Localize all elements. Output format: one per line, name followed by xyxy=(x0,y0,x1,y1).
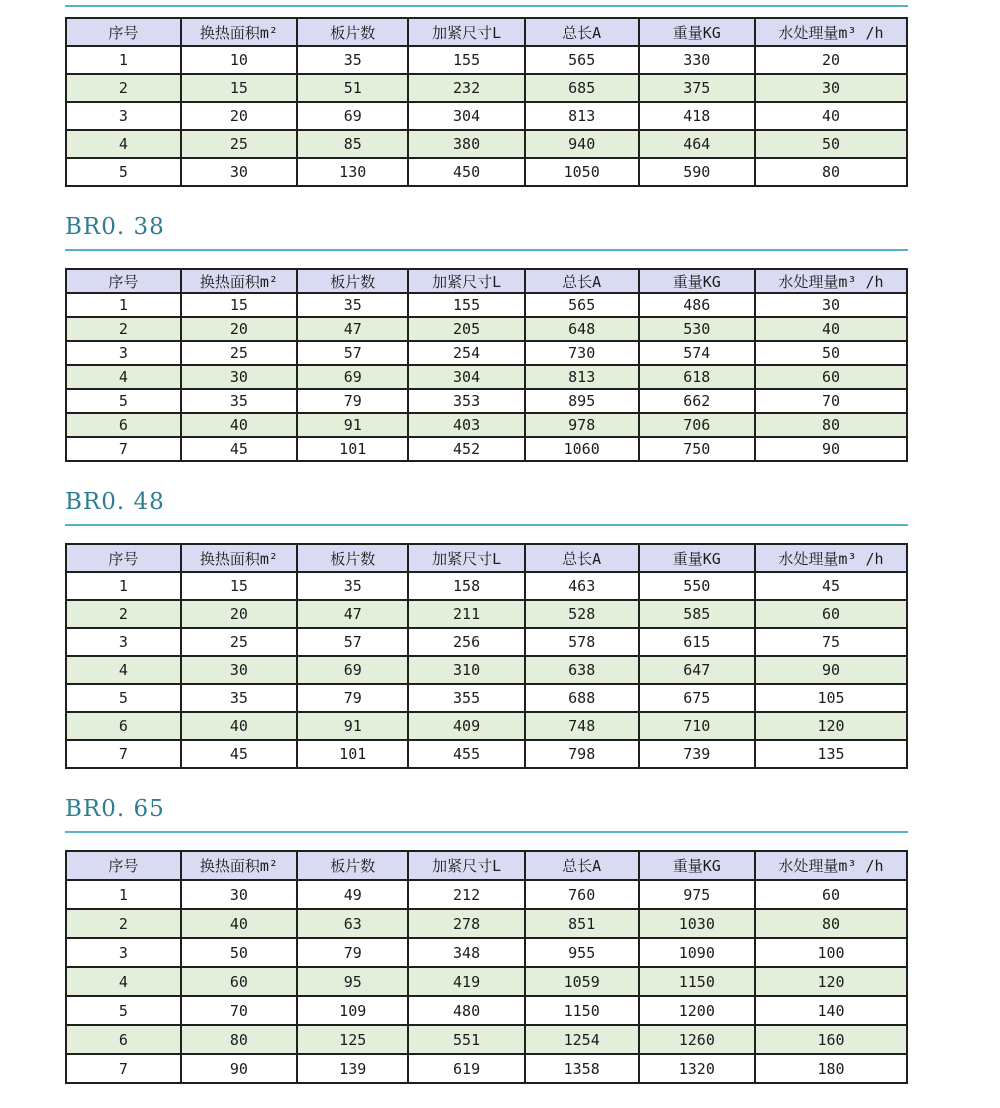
table-row xyxy=(66,909,907,938)
column-header: 板片数 xyxy=(297,851,408,880)
table-cell: 25 xyxy=(181,628,297,656)
table-cell: 618 xyxy=(639,365,755,389)
table-row xyxy=(66,389,907,413)
table-cell: 125 xyxy=(297,1025,408,1054)
table-cell: 60 xyxy=(181,967,297,996)
column-header: 重量KG xyxy=(639,269,755,293)
table-cell: 140 xyxy=(755,996,907,1025)
column-header: 板片数 xyxy=(297,269,408,293)
table-cell: 619 xyxy=(408,1054,524,1083)
table-cell: 40 xyxy=(181,909,297,938)
table-cell: 256 xyxy=(408,628,524,656)
table-cell: 105 xyxy=(755,684,907,712)
column-header: 板片数 xyxy=(297,544,408,572)
table-cell: 355 xyxy=(408,684,524,712)
table-cell: 380 xyxy=(408,130,524,158)
table-cell: 45 xyxy=(181,740,297,768)
table-cell: 675 xyxy=(639,684,755,712)
table-cell: 486 xyxy=(639,293,755,317)
table-cell: 450 xyxy=(408,158,524,186)
table-cell: 1030 xyxy=(639,909,755,938)
table-cell: 750 xyxy=(639,437,755,461)
table-cell: 85 xyxy=(297,130,408,158)
table-cell: 813 xyxy=(525,365,639,389)
table-row xyxy=(66,46,907,74)
section-title-br0-48: BR0. 48 xyxy=(65,489,165,515)
table-cell: 403 xyxy=(408,413,524,437)
table-cell: 30 xyxy=(181,656,297,684)
table-cell: 158 xyxy=(408,572,524,600)
table-cell: 45 xyxy=(181,437,297,461)
table-cell: 975 xyxy=(639,880,755,909)
table-row xyxy=(66,880,907,909)
table-cell: 160 xyxy=(755,1025,907,1054)
table-cell: 51 xyxy=(297,74,408,102)
table-cell: 45 xyxy=(755,572,907,600)
table-cell: 20 xyxy=(181,317,297,341)
table-row xyxy=(66,996,907,1025)
table-cell: 1 xyxy=(66,293,181,317)
table-cell: 70 xyxy=(181,996,297,1025)
table-cell: 20 xyxy=(181,600,297,628)
table-cell: 550 xyxy=(639,572,755,600)
table-cell: 7 xyxy=(66,437,181,461)
page-top-rule xyxy=(65,5,908,7)
table-cell: 70 xyxy=(755,389,907,413)
table-cell: 35 xyxy=(181,684,297,712)
table-cell: 551 xyxy=(408,1025,524,1054)
table-cell: 35 xyxy=(297,46,408,74)
table-cell: 50 xyxy=(755,130,907,158)
table-cell: 254 xyxy=(408,341,524,365)
table-cell: 57 xyxy=(297,341,408,365)
table-cell: 1059 xyxy=(525,967,639,996)
table-cell: 80 xyxy=(181,1025,297,1054)
column-header: 重量KG xyxy=(639,544,755,572)
table-row xyxy=(66,967,907,996)
table-cell: 647 xyxy=(639,656,755,684)
table-cell: 40 xyxy=(181,712,297,740)
table-row xyxy=(66,130,907,158)
table-cell: 590 xyxy=(639,158,755,186)
table-cell: 310 xyxy=(408,656,524,684)
table-cell: 47 xyxy=(297,600,408,628)
table-row xyxy=(66,74,907,102)
table-cell: 15 xyxy=(181,74,297,102)
column-header: 换热面积m² xyxy=(181,544,297,572)
column-header: 加紧尺寸L xyxy=(408,851,524,880)
table-row xyxy=(66,628,907,656)
table-cell: 30 xyxy=(181,158,297,186)
table-cell: 1150 xyxy=(525,996,639,1025)
table-cell: 1320 xyxy=(639,1054,755,1083)
table-cell: 4 xyxy=(66,656,181,684)
table-cell: 2 xyxy=(66,909,181,938)
table-cell: 1 xyxy=(66,880,181,909)
table-cell: 955 xyxy=(525,938,639,967)
table-cell: 35 xyxy=(181,389,297,413)
table-cell: 15 xyxy=(181,293,297,317)
table-row xyxy=(66,600,907,628)
table-row xyxy=(66,293,907,317)
column-header: 换热面积m² xyxy=(181,18,297,46)
table-cell: 10 xyxy=(181,46,297,74)
column-header: 水处理量m³ /h xyxy=(755,18,907,46)
table-cell: 79 xyxy=(297,684,408,712)
table-cell: 30 xyxy=(755,293,907,317)
page-content xyxy=(65,5,908,1084)
column-header: 总长A xyxy=(525,851,639,880)
table-cell: 739 xyxy=(639,740,755,768)
header-row xyxy=(66,18,907,46)
section-table-top xyxy=(65,17,908,187)
table-cell: 232 xyxy=(408,74,524,102)
table-cell: 748 xyxy=(525,712,639,740)
table-cell: 418 xyxy=(639,102,755,130)
column-header: 重量KG xyxy=(639,18,755,46)
table-cell: 101 xyxy=(297,437,408,461)
table-cell: 5 xyxy=(66,996,181,1025)
column-header: 总长A xyxy=(525,269,639,293)
column-header: 重量KG xyxy=(639,851,755,880)
table-cell: 530 xyxy=(639,317,755,341)
table-cell: 565 xyxy=(525,293,639,317)
column-header: 序号 xyxy=(66,18,181,46)
table-cell: 25 xyxy=(181,341,297,365)
table-cell: 1254 xyxy=(525,1025,639,1054)
section-rule xyxy=(65,524,908,526)
table-cell: 130 xyxy=(297,158,408,186)
column-header: 换热面积m² xyxy=(181,269,297,293)
table-cell: 180 xyxy=(755,1054,907,1083)
column-header: 序号 xyxy=(66,544,181,572)
table-cell: 63 xyxy=(297,909,408,938)
header-row xyxy=(66,269,907,293)
table-cell: 648 xyxy=(525,317,639,341)
table-cell: 90 xyxy=(181,1054,297,1083)
table-cell: 205 xyxy=(408,317,524,341)
table-cell: 95 xyxy=(297,967,408,996)
table-cell: 464 xyxy=(639,130,755,158)
table-cell: 50 xyxy=(755,341,907,365)
table-cell: 638 xyxy=(525,656,639,684)
table-row xyxy=(66,740,907,768)
table-cell: 7 xyxy=(66,1054,181,1083)
table-cell: 120 xyxy=(755,712,907,740)
table-cell: 565 xyxy=(525,46,639,74)
table-cell: 978 xyxy=(525,413,639,437)
header-row xyxy=(66,851,907,880)
table-cell: 1 xyxy=(66,46,181,74)
table-cell: 7 xyxy=(66,740,181,768)
table-cell: 895 xyxy=(525,389,639,413)
table-cell: 330 xyxy=(639,46,755,74)
table-cell: 30 xyxy=(181,365,297,389)
table-row xyxy=(66,712,907,740)
table-cell: 3 xyxy=(66,341,181,365)
table-cell: 3 xyxy=(66,628,181,656)
table-cell: 40 xyxy=(755,102,907,130)
table-cell: 6 xyxy=(66,1025,181,1054)
table-cell: 25 xyxy=(181,130,297,158)
table-cell: 35 xyxy=(297,293,408,317)
table-cell: 419 xyxy=(408,967,524,996)
table-cell: 1 xyxy=(66,572,181,600)
table-cell: 155 xyxy=(408,46,524,74)
table-cell: 463 xyxy=(525,572,639,600)
table-row xyxy=(66,656,907,684)
column-header: 换热面积m² xyxy=(181,851,297,880)
header-row xyxy=(66,544,907,572)
spec-table-br0-48 xyxy=(65,543,908,769)
table-row xyxy=(66,413,907,437)
column-header: 水处理量m³ /h xyxy=(755,851,907,880)
table-cell: 710 xyxy=(639,712,755,740)
table-cell: 50 xyxy=(181,938,297,967)
table-cell: 30 xyxy=(181,880,297,909)
table-cell: 304 xyxy=(408,102,524,130)
table-row xyxy=(66,684,907,712)
table-cell: 80 xyxy=(755,413,907,437)
column-header: 水处理量m³ /h xyxy=(755,544,907,572)
table-cell: 798 xyxy=(525,740,639,768)
table-cell: 685 xyxy=(525,74,639,102)
table-cell: 40 xyxy=(755,317,907,341)
table-cell: 353 xyxy=(408,389,524,413)
section-br0-48 xyxy=(65,490,908,769)
section-title-br0-65: BR0. 65 xyxy=(65,796,165,822)
table-cell: 135 xyxy=(755,740,907,768)
table-cell: 304 xyxy=(408,365,524,389)
table-cell: 100 xyxy=(755,938,907,967)
table-cell: 585 xyxy=(639,600,755,628)
table-cell: 35 xyxy=(297,572,408,600)
table-cell: 30 xyxy=(755,74,907,102)
table-cell: 4 xyxy=(66,365,181,389)
table-cell: 211 xyxy=(408,600,524,628)
column-header: 总长A xyxy=(525,544,639,572)
table-cell: 813 xyxy=(525,102,639,130)
table-cell: 79 xyxy=(297,389,408,413)
column-header: 加紧尺寸L xyxy=(408,544,524,572)
column-header: 序号 xyxy=(66,269,181,293)
table-cell: 47 xyxy=(297,317,408,341)
table-cell: 3 xyxy=(66,102,181,130)
table-cell: 69 xyxy=(297,656,408,684)
table-cell: 452 xyxy=(408,437,524,461)
table-cell: 4 xyxy=(66,130,181,158)
table-row xyxy=(66,317,907,341)
table-cell: 75 xyxy=(755,628,907,656)
table-cell: 120 xyxy=(755,967,907,996)
column-header: 板片数 xyxy=(297,18,408,46)
table-cell: 2 xyxy=(66,74,181,102)
table-cell: 60 xyxy=(755,365,907,389)
table-cell: 706 xyxy=(639,413,755,437)
section-br0-65 xyxy=(65,797,908,1084)
column-header: 水处理量m³ /h xyxy=(755,269,907,293)
table-cell: 57 xyxy=(297,628,408,656)
table-cell: 212 xyxy=(408,880,524,909)
section-rule xyxy=(65,831,908,833)
spec-table-br0-38 xyxy=(65,268,908,462)
table-cell: 528 xyxy=(525,600,639,628)
table-cell: 90 xyxy=(755,437,907,461)
column-header: 序号 xyxy=(66,851,181,880)
table-cell: 578 xyxy=(525,628,639,656)
table-cell: 4 xyxy=(66,967,181,996)
table-cell: 20 xyxy=(181,102,297,130)
table-cell: 5 xyxy=(66,158,181,186)
table-row xyxy=(66,158,907,186)
table-cell: 760 xyxy=(525,880,639,909)
table-cell: 79 xyxy=(297,938,408,967)
table-cell: 688 xyxy=(525,684,639,712)
table-row xyxy=(66,102,907,130)
table-cell: 60 xyxy=(755,880,907,909)
table-cell: 139 xyxy=(297,1054,408,1083)
column-header: 加紧尺寸L xyxy=(408,18,524,46)
table-cell: 480 xyxy=(408,996,524,1025)
table-cell: 1090 xyxy=(639,938,755,967)
table-cell: 69 xyxy=(297,102,408,130)
table-row xyxy=(66,1025,907,1054)
table-cell: 6 xyxy=(66,712,181,740)
table-cell: 101 xyxy=(297,740,408,768)
table-cell: 40 xyxy=(181,413,297,437)
table-cell: 940 xyxy=(525,130,639,158)
table-cell: 1200 xyxy=(639,996,755,1025)
table-row xyxy=(66,938,907,967)
column-header: 总长A xyxy=(525,18,639,46)
table-cell: 6 xyxy=(66,413,181,437)
table-cell: 375 xyxy=(639,74,755,102)
table-cell: 348 xyxy=(408,938,524,967)
table-cell: 5 xyxy=(66,684,181,712)
table-cell: 730 xyxy=(525,341,639,365)
table-cell: 15 xyxy=(181,572,297,600)
table-cell: 20 xyxy=(755,46,907,74)
table-cell: 2 xyxy=(66,317,181,341)
table-cell: 49 xyxy=(297,880,408,909)
table-cell: 1050 xyxy=(525,158,639,186)
table-cell: 91 xyxy=(297,413,408,437)
table-cell: 3 xyxy=(66,938,181,967)
table-cell: 615 xyxy=(639,628,755,656)
table-row xyxy=(66,572,907,600)
table-cell: 455 xyxy=(408,740,524,768)
table-cell: 1060 xyxy=(525,437,639,461)
section-br0-38 xyxy=(65,215,908,462)
table-cell: 5 xyxy=(66,389,181,413)
table-row xyxy=(66,365,907,389)
table-cell: 409 xyxy=(408,712,524,740)
table-cell: 80 xyxy=(755,158,907,186)
table-cell: 278 xyxy=(408,909,524,938)
spec-table-top xyxy=(65,17,908,187)
table-cell: 1150 xyxy=(639,967,755,996)
table-row xyxy=(66,1054,907,1083)
column-header: 加紧尺寸L xyxy=(408,269,524,293)
table-cell: 851 xyxy=(525,909,639,938)
table-cell: 574 xyxy=(639,341,755,365)
table-cell: 1260 xyxy=(639,1025,755,1054)
table-row xyxy=(66,437,907,461)
table-cell: 109 xyxy=(297,996,408,1025)
spec-table-br0-65 xyxy=(65,850,908,1084)
table-cell: 2 xyxy=(66,600,181,628)
section-rule xyxy=(65,249,908,251)
table-cell: 662 xyxy=(639,389,755,413)
table-cell: 90 xyxy=(755,656,907,684)
table-cell: 80 xyxy=(755,909,907,938)
table-cell: 1358 xyxy=(525,1054,639,1083)
table-row xyxy=(66,341,907,365)
table-cell: 60 xyxy=(755,600,907,628)
table-cell: 91 xyxy=(297,712,408,740)
table-cell: 69 xyxy=(297,365,408,389)
table-cell: 155 xyxy=(408,293,524,317)
section-title-br0-38: BR0. 38 xyxy=(65,214,165,240)
